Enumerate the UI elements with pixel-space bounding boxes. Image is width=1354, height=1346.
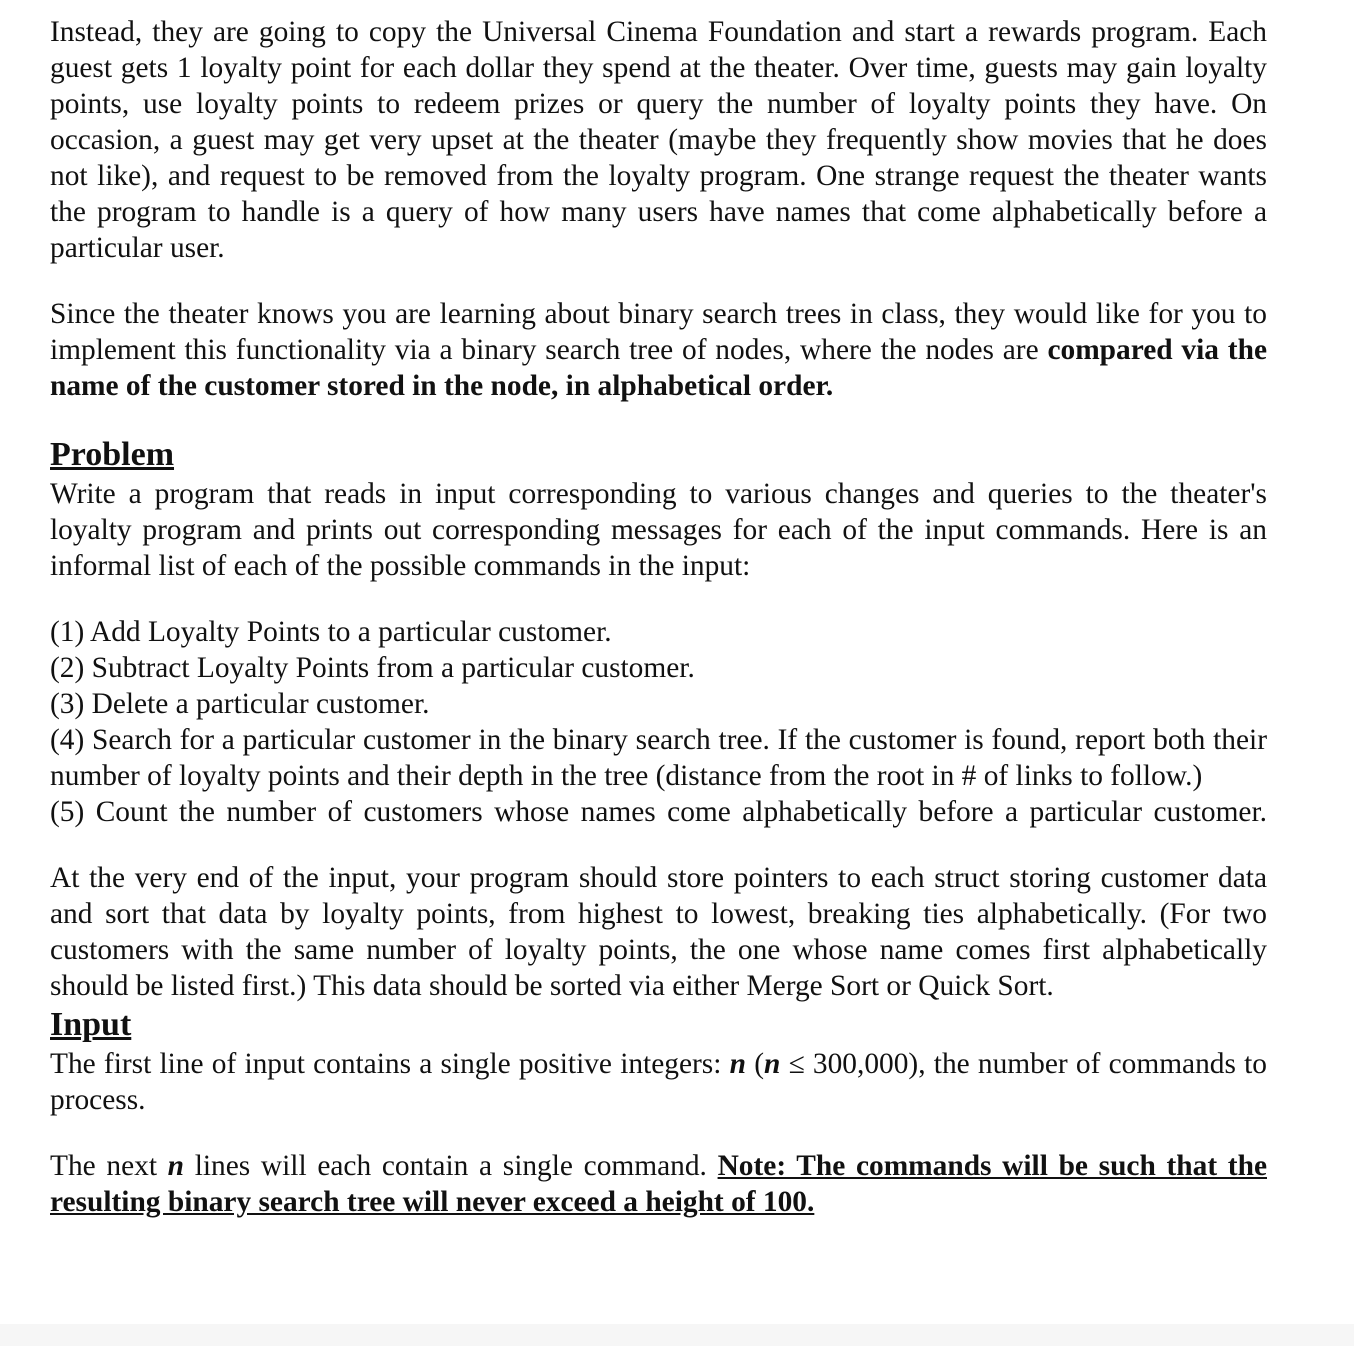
intro-paragraph: Instead, they are going to copy the Universal Cinema Foundation and start a rewards program. Each guest gets 1 loyalty point for each dollar they spend at the theater. Over time, guests may gain loyalty points, use loyalty points to redeem prizes or query the number of loyalty points they have. On occasion, a guest may get very upset at the theater (maybe they frequently show movies that he does not like), and request to be removed from the loyalty program. One strange request the theater wants the program to handle is a query of how many users have names that come alphabetically before a particular user. bbox=[50, 16, 1267, 264]
spacer bbox=[50, 584, 1267, 614]
spacer bbox=[50, 266, 1267, 296]
bst-paragraph-bold: compared via the name of the customer stored in the node, in alphabetical order. bbox=[50, 334, 1267, 402]
bst-paragraph bbox=[50, 296, 1267, 404]
sort-paragraph: At the very end of the input, your program should store pointers to each struct storing customer data and sort that data by loyalty points, from highest to lowest, breaking ties alphabetically. (For two customers with the same number of loyalty points, the one whose name comes first alphabetically should be listed first.) This data should be sorted via either Merge Sort or Quick Sort. bbox=[50, 862, 1267, 1002]
input-text: ( bbox=[745, 1048, 764, 1080]
input-heading: Input bbox=[50, 1006, 132, 1043]
input-text: lines will each contain a single command. bbox=[184, 1150, 718, 1182]
command-list bbox=[50, 614, 1267, 830]
command-item: (5) Count the number of customers whose names come alphabetically before a particular customer. bbox=[50, 796, 1267, 828]
spacer bbox=[50, 404, 1267, 434]
input-text: ≤ 300,000), the number of commands to process. bbox=[50, 1048, 1268, 1116]
input-text: The next bbox=[50, 1150, 168, 1182]
variable-n: n bbox=[167, 1150, 185, 1182]
input-text: The first line of input contains a single positive integers: bbox=[50, 1048, 730, 1080]
variable-n: n bbox=[729, 1048, 746, 1080]
command-item: (4) Search for a particular customer in the binary search tree. If the customer is found, report both their number of loyalty points and their depth in the tree (distance from the root in # of links to follow.) bbox=[50, 724, 1267, 792]
problem-heading: Problem bbox=[50, 436, 175, 473]
problem-intro: Write a program that reads in input corresponding to various changes and queries to the theater's loyalty program and prints out corresponding messages for each of the input commands. Here is an informal list of each of the possible commands in the input: bbox=[50, 478, 1267, 582]
command-item: (2) Subtract Loyalty Points from a particular customer. bbox=[50, 652, 695, 684]
bst-paragraph-text: Since the theater knows you are learning about binary search trees in class, they would like for you to implement this functionality via a binary search tree of nodes, where the nodes are bbox=[50, 298, 1267, 366]
document-page bbox=[50, 14, 1267, 1220]
height-note: Note: The commands will be such that the resulting binary search tree will never exceed a height of 100. bbox=[50, 1150, 1267, 1218]
command-item: (3) Delete a particular customer. bbox=[50, 688, 430, 720]
page-bottom-edge bbox=[0, 1324, 1354, 1346]
spacer bbox=[50, 830, 1267, 860]
variable-n: n bbox=[764, 1048, 781, 1080]
command-item: (1) Add Loyalty Points to a particular customer. bbox=[50, 616, 612, 648]
input-next-lines bbox=[50, 1148, 1267, 1220]
input-first-line bbox=[50, 1046, 1267, 1118]
spacer bbox=[50, 1118, 1267, 1148]
